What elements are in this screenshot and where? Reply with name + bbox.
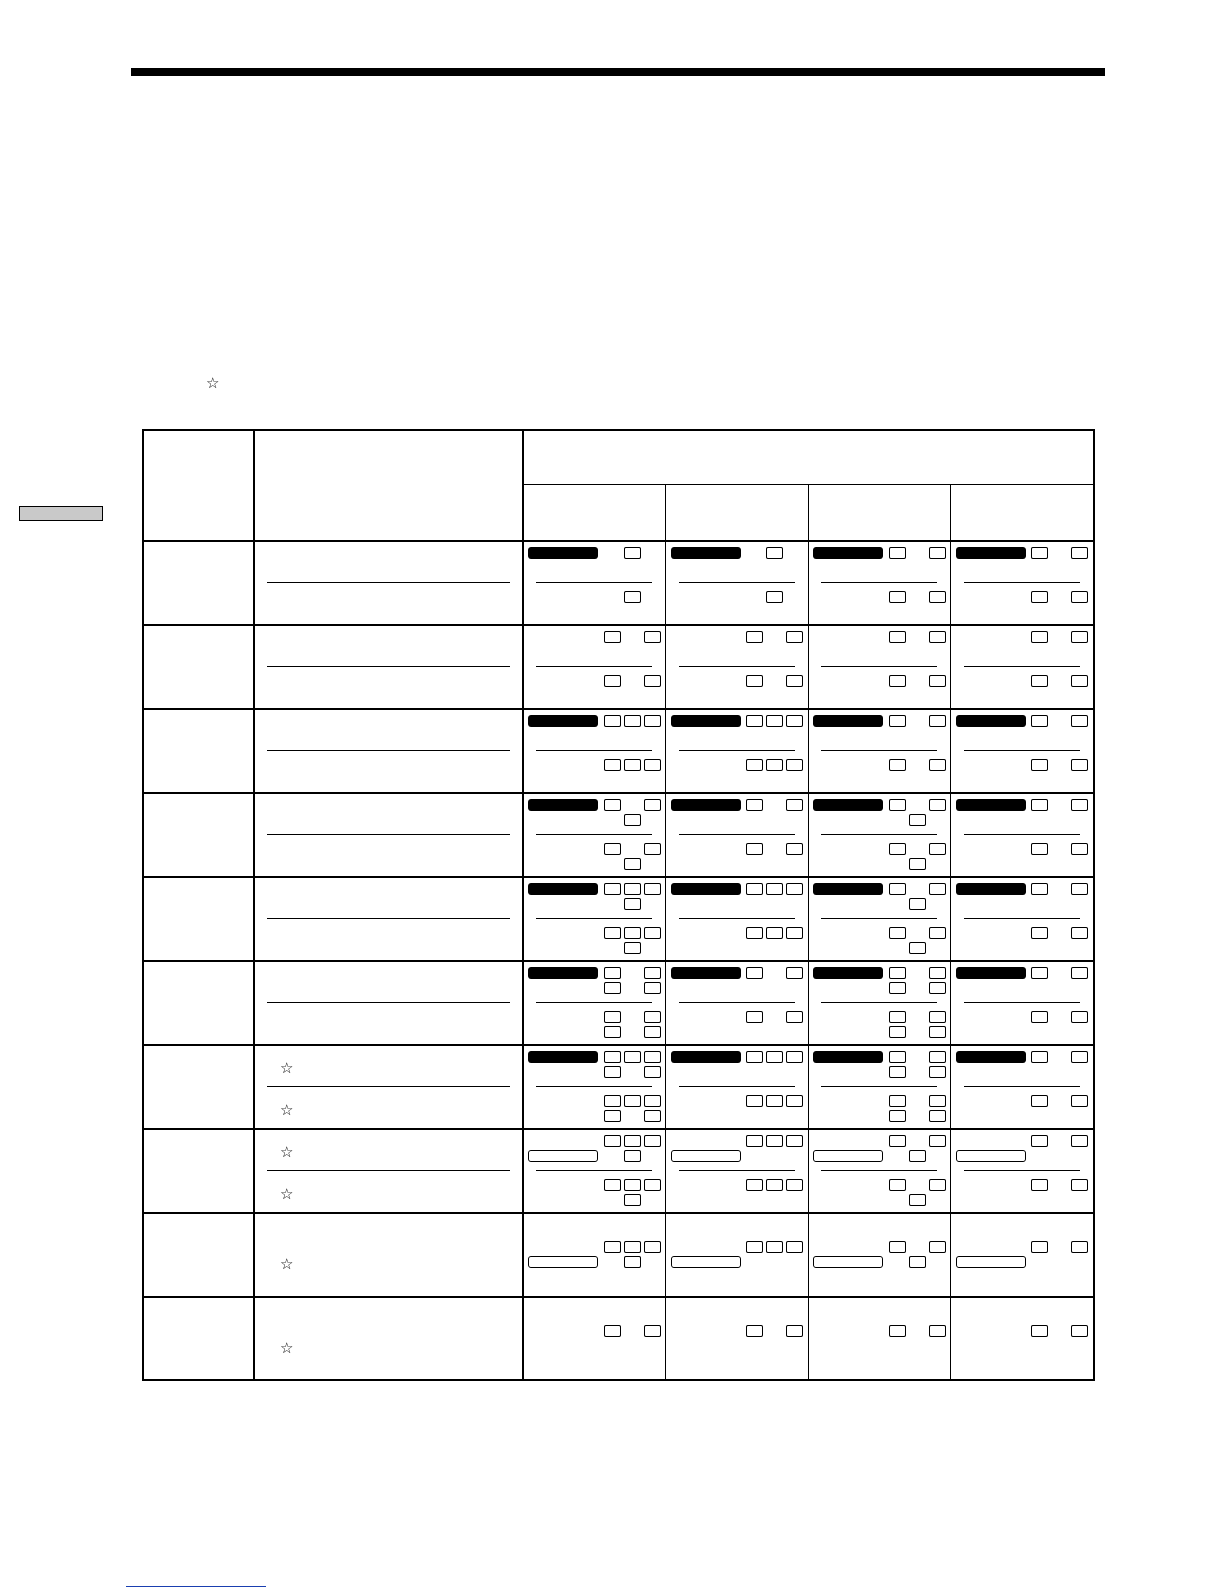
setting-subrule	[267, 1170, 510, 1171]
key-box	[889, 1011, 906, 1023]
key-box	[604, 883, 621, 895]
key-box	[786, 759, 803, 771]
key-box	[1031, 759, 1048, 771]
setting-subrule	[267, 750, 510, 751]
key-box	[1031, 1325, 1048, 1337]
key-box	[929, 591, 946, 603]
row-rule	[142, 960, 1095, 962]
key-box	[786, 631, 803, 643]
key-box	[624, 1241, 641, 1253]
indicator-bar-filled	[671, 547, 741, 559]
indicator-bar-filled	[813, 883, 883, 895]
key-box	[929, 1179, 946, 1191]
key-box	[624, 883, 641, 895]
key-box	[1071, 591, 1088, 603]
key-box	[604, 799, 621, 811]
key-box	[604, 1179, 621, 1191]
key-box	[644, 1241, 661, 1253]
indicator-bar-filled	[956, 715, 1026, 727]
key-box	[929, 1011, 946, 1023]
key-box	[766, 547, 783, 559]
key-box	[1071, 843, 1088, 855]
key-box	[766, 927, 783, 939]
key-box	[1031, 631, 1048, 643]
indicator-bar-filled	[813, 967, 883, 979]
key-box	[746, 759, 763, 771]
key-box	[909, 942, 926, 954]
cell-subrule	[964, 582, 1080, 583]
key-box	[746, 883, 763, 895]
key-box	[624, 715, 641, 727]
key-box	[889, 547, 906, 559]
col-divider-setting	[522, 429, 524, 1380]
star-icon: ☆	[280, 1185, 294, 1203]
key-box	[1031, 1011, 1048, 1023]
key-box	[786, 1051, 803, 1063]
key-box	[1031, 675, 1048, 687]
indicator-bar-filled	[671, 715, 741, 727]
cell-subrule	[821, 1170, 937, 1171]
cell-subrule	[964, 750, 1080, 751]
key-box	[889, 883, 906, 895]
indicator-bar-filled	[528, 967, 598, 979]
key-box	[746, 967, 763, 979]
cell-subrule	[679, 1002, 795, 1003]
indicator-bar-filled	[671, 1051, 741, 1063]
key-box	[624, 898, 641, 910]
key-box	[889, 631, 906, 643]
key-box	[1031, 927, 1048, 939]
key-box	[604, 759, 621, 771]
star-icon: ☆	[280, 1059, 294, 1077]
key-box	[644, 631, 661, 643]
cell-subrule	[679, 1170, 795, 1171]
cell-subrule	[679, 918, 795, 919]
header-subrule	[523, 484, 1094, 485]
indicator-bar-filled	[671, 799, 741, 811]
cell-subrule	[679, 750, 795, 751]
setting-subrule	[267, 1086, 510, 1087]
key-box	[604, 982, 621, 994]
key-box	[929, 631, 946, 643]
key-box	[1071, 1051, 1088, 1063]
key-box	[786, 715, 803, 727]
key-box	[929, 843, 946, 855]
key-box	[929, 1066, 946, 1078]
indicator-bar-filled	[528, 1051, 598, 1063]
key-box	[624, 858, 641, 870]
key-box	[1071, 1325, 1088, 1337]
key-box	[929, 967, 946, 979]
key-box	[1071, 547, 1088, 559]
key-box	[746, 1095, 763, 1107]
key-box	[786, 1241, 803, 1253]
key-box	[1071, 1179, 1088, 1191]
indicator-bar-filled	[528, 547, 598, 559]
row-rule	[142, 1296, 1095, 1298]
indicator-bar-outline	[671, 1150, 741, 1162]
key-box	[604, 631, 621, 643]
key-box	[909, 1256, 926, 1268]
cell-subrule	[536, 1086, 652, 1087]
key-box	[889, 1051, 906, 1063]
key-box	[746, 1179, 763, 1191]
key-box	[644, 883, 661, 895]
key-box	[786, 927, 803, 939]
indicator-bar-filled	[813, 799, 883, 811]
cell-subrule	[536, 666, 652, 667]
cell-subrule	[821, 582, 937, 583]
key-box	[644, 982, 661, 994]
key-box	[929, 759, 946, 771]
key-box	[889, 675, 906, 687]
key-box	[929, 1110, 946, 1122]
row-rule	[142, 1128, 1095, 1130]
key-box	[786, 843, 803, 855]
cell-subrule	[821, 1002, 937, 1003]
cell-subrule	[821, 666, 937, 667]
key-box	[929, 675, 946, 687]
cell-subrule	[964, 1170, 1080, 1171]
key-box	[604, 1066, 621, 1078]
cell-subrule	[964, 666, 1080, 667]
key-box	[929, 547, 946, 559]
key-box	[889, 1026, 906, 1038]
indicator-bar-filled	[528, 715, 598, 727]
cell-subrule	[964, 918, 1080, 919]
key-box	[1031, 547, 1048, 559]
key-box	[909, 1150, 926, 1162]
key-box	[786, 675, 803, 687]
key-box	[889, 843, 906, 855]
key-box	[644, 675, 661, 687]
key-box	[624, 1150, 641, 1162]
key-box	[644, 799, 661, 811]
key-box	[889, 982, 906, 994]
key-box	[1031, 1051, 1048, 1063]
indicator-bar-outline	[813, 1256, 883, 1268]
indicator-bar-filled	[671, 967, 741, 979]
key-box	[1071, 1135, 1088, 1147]
key-box	[644, 1051, 661, 1063]
key-box	[786, 1325, 803, 1337]
key-box	[1031, 1135, 1048, 1147]
key-box	[746, 1011, 763, 1023]
key-box	[1031, 1179, 1048, 1191]
row-rule	[142, 1044, 1095, 1046]
key-box	[604, 1241, 621, 1253]
indicator-bar-filled	[813, 547, 883, 559]
indicator-bar-filled	[528, 799, 598, 811]
cell-subrule	[821, 750, 937, 751]
settings-table	[142, 429, 1095, 1381]
key-box	[604, 927, 621, 939]
key-box	[1031, 843, 1048, 855]
key-box	[786, 1135, 803, 1147]
key-box	[766, 591, 783, 603]
key-box	[929, 1325, 946, 1337]
key-box	[746, 1325, 763, 1337]
setting-subrule	[267, 1002, 510, 1003]
key-box	[889, 715, 906, 727]
row-rule	[142, 624, 1095, 626]
key-box	[624, 759, 641, 771]
key-box	[889, 1179, 906, 1191]
col-divider-2	[808, 485, 809, 1380]
key-box	[746, 1241, 763, 1253]
key-box	[1071, 883, 1088, 895]
cell-subrule	[679, 582, 795, 583]
key-box	[786, 1011, 803, 1023]
header-rule	[131, 68, 1105, 76]
key-box	[624, 1256, 641, 1268]
key-box	[1071, 1241, 1088, 1253]
key-box	[624, 1135, 641, 1147]
key-box	[604, 1325, 621, 1337]
cell-subrule	[821, 834, 937, 835]
key-box	[929, 1135, 946, 1147]
key-box	[1071, 715, 1088, 727]
key-box	[909, 858, 926, 870]
key-box	[786, 799, 803, 811]
key-box	[644, 1110, 661, 1122]
key-box	[889, 1066, 906, 1078]
key-box	[1071, 675, 1088, 687]
key-box	[624, 814, 641, 826]
key-box	[1031, 799, 1048, 811]
key-box	[604, 1011, 621, 1023]
indicator-bar-outline	[528, 1150, 598, 1162]
key-box	[746, 715, 763, 727]
key-box	[644, 1095, 661, 1107]
col-divider-1	[665, 485, 666, 1380]
indicator-bar-filled	[813, 1051, 883, 1063]
indicator-bar-outline	[671, 1256, 741, 1268]
key-box	[604, 1095, 621, 1107]
key-box	[766, 1095, 783, 1107]
key-box	[746, 631, 763, 643]
key-box	[929, 927, 946, 939]
cell-subrule	[536, 918, 652, 919]
cell-subrule	[536, 1170, 652, 1171]
key-box	[766, 1135, 783, 1147]
indicator-bar-filled	[956, 1051, 1026, 1063]
key-box	[766, 715, 783, 727]
key-box	[929, 1095, 946, 1107]
key-box	[929, 799, 946, 811]
key-box	[746, 1051, 763, 1063]
cell-subrule	[679, 1086, 795, 1087]
key-box	[644, 967, 661, 979]
key-box	[604, 1051, 621, 1063]
key-box	[766, 1051, 783, 1063]
key-box	[746, 799, 763, 811]
indicator-bar-filled	[956, 799, 1026, 811]
key-box	[889, 967, 906, 979]
indicator-bar-outline	[956, 1150, 1026, 1162]
key-box	[1071, 1095, 1088, 1107]
key-box	[644, 927, 661, 939]
key-box	[889, 591, 906, 603]
star-icon: ☆	[280, 1255, 294, 1273]
key-box	[1031, 715, 1048, 727]
key-box	[604, 715, 621, 727]
key-box	[1071, 927, 1088, 939]
key-box	[604, 1135, 621, 1147]
key-box	[746, 927, 763, 939]
key-box	[889, 1325, 906, 1337]
key-box	[1031, 591, 1048, 603]
cell-subrule	[536, 834, 652, 835]
key-box	[1031, 1095, 1048, 1107]
key-box	[1071, 799, 1088, 811]
cell-subrule	[821, 1086, 937, 1087]
key-box	[624, 1179, 641, 1191]
key-box	[644, 843, 661, 855]
key-box	[604, 1110, 621, 1122]
setting-subrule	[267, 582, 510, 583]
key-box	[929, 715, 946, 727]
key-box	[604, 675, 621, 687]
cell-subrule	[964, 834, 1080, 835]
key-box	[1071, 967, 1088, 979]
key-box	[889, 927, 906, 939]
key-box	[786, 883, 803, 895]
key-box	[929, 1026, 946, 1038]
key-box	[746, 843, 763, 855]
key-box	[786, 1095, 803, 1107]
key-box	[624, 1095, 641, 1107]
key-box	[889, 1095, 906, 1107]
cell-subrule	[964, 1086, 1080, 1087]
key-box	[624, 591, 641, 603]
key-box	[624, 927, 641, 939]
key-box	[889, 759, 906, 771]
key-box	[929, 1051, 946, 1063]
indicator-bar-outline	[528, 1256, 598, 1268]
key-box	[624, 1194, 641, 1206]
key-box	[746, 1135, 763, 1147]
key-box	[889, 1135, 906, 1147]
key-box	[1071, 1011, 1088, 1023]
key-box	[1071, 759, 1088, 771]
row-rule	[142, 1212, 1095, 1214]
key-box	[644, 1011, 661, 1023]
col-divider-3	[950, 485, 951, 1380]
indicator-bar-filled	[956, 967, 1026, 979]
key-box	[766, 759, 783, 771]
key-box	[786, 1179, 803, 1191]
header-bottom-rule	[142, 540, 1095, 542]
key-box	[909, 1194, 926, 1206]
key-box	[1031, 967, 1048, 979]
key-box	[746, 675, 763, 687]
row-rule	[142, 708, 1095, 710]
indicator-bar-filled	[956, 547, 1026, 559]
key-box	[1031, 1241, 1048, 1253]
indicator-bar-filled	[528, 883, 598, 895]
cell-subrule	[679, 834, 795, 835]
key-box	[929, 982, 946, 994]
key-box	[604, 1026, 621, 1038]
key-box	[766, 1179, 783, 1191]
setting-subrule	[267, 918, 510, 919]
star-icon: ☆	[280, 1143, 294, 1161]
key-box	[644, 1179, 661, 1191]
key-box	[766, 883, 783, 895]
star-icon: ☆	[206, 374, 220, 392]
indicator-bar-filled	[671, 883, 741, 895]
key-box	[766, 1241, 783, 1253]
key-box	[624, 547, 641, 559]
row-rule	[142, 876, 1095, 878]
key-box	[644, 1135, 661, 1147]
key-box	[644, 1066, 661, 1078]
key-box	[624, 1051, 641, 1063]
cell-subrule	[821, 918, 937, 919]
indicator-bar-outline	[813, 1150, 883, 1162]
table-body	[144, 431, 1093, 1379]
cell-subrule	[964, 1002, 1080, 1003]
star-icon: ☆	[280, 1101, 294, 1119]
cell-subrule	[536, 750, 652, 751]
indicator-bar-filled	[956, 883, 1026, 895]
key-box	[889, 1110, 906, 1122]
key-box	[604, 967, 621, 979]
cell-subrule	[536, 582, 652, 583]
key-box	[929, 883, 946, 895]
key-box	[644, 759, 661, 771]
key-box	[786, 967, 803, 979]
key-box	[909, 814, 926, 826]
star-icon: ☆	[280, 1339, 294, 1357]
row-rule	[142, 792, 1095, 794]
key-box	[889, 1241, 906, 1253]
cell-subrule	[679, 666, 795, 667]
side-tab	[19, 506, 103, 521]
key-box	[889, 799, 906, 811]
key-box	[909, 898, 926, 910]
key-box	[929, 1241, 946, 1253]
key-box	[1031, 883, 1048, 895]
indicator-bar-outline	[956, 1256, 1026, 1268]
col-divider-name	[253, 429, 255, 1380]
indicator-bar-filled	[813, 715, 883, 727]
cell-subrule	[536, 1002, 652, 1003]
key-box	[644, 715, 661, 727]
key-box	[644, 1026, 661, 1038]
setting-subrule	[267, 834, 510, 835]
key-box	[624, 942, 641, 954]
key-box	[1071, 631, 1088, 643]
setting-subrule	[267, 666, 510, 667]
key-box	[644, 1325, 661, 1337]
key-box	[604, 843, 621, 855]
